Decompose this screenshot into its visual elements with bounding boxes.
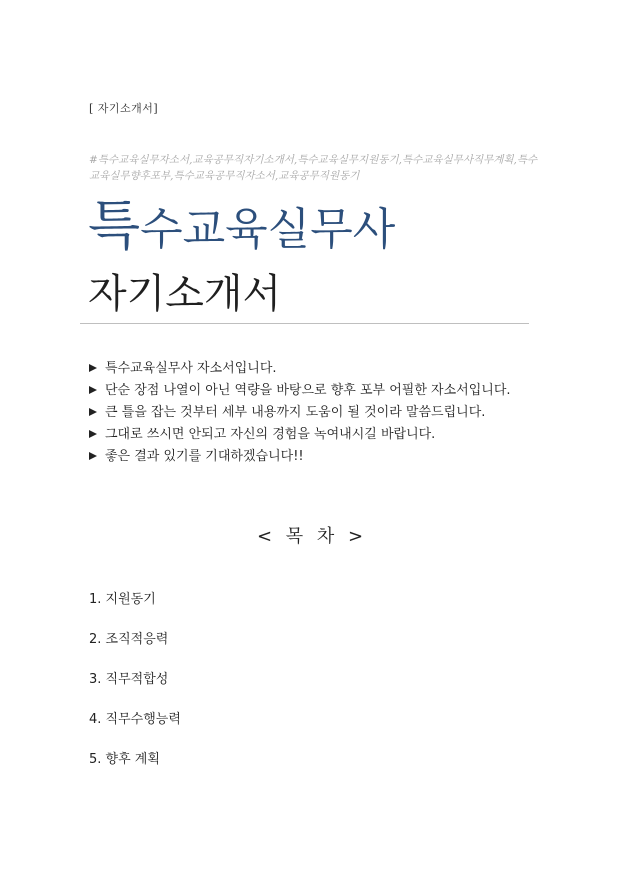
arrow-bullet-icon — [89, 430, 97, 438]
title-first-char: 특 — [88, 194, 141, 257]
toc-item: 5. 향후 계획 — [89, 752, 160, 767]
toc-item: 4. 직무수행능력 — [89, 712, 181, 727]
bullet-item — [89, 402, 511, 424]
toc-item: 3. 직무적합성 — [89, 672, 169, 687]
arrow-bullet-icon — [89, 452, 97, 460]
document-subtitle: 자기소개서 — [88, 271, 282, 317]
arrow-bullet-icon — [89, 386, 97, 394]
toc-item: 2. 조직적응력 — [89, 632, 169, 647]
bullet-item — [89, 380, 511, 402]
toc-item: 1. 지원동기 — [89, 592, 156, 607]
arrow-bullet-icon — [89, 364, 97, 372]
bullet-item — [89, 358, 511, 380]
header-label: [ 자기소개서] — [89, 102, 159, 115]
bullet-text: 그대로 쓰시면 안되고 자신의 경험을 녹여내시길 바랍니다. — [105, 427, 436, 442]
document-title — [88, 196, 395, 260]
keyword-tags: #특수교육실무자소서,교육공무직자기소개서,특수교육실무지원동기,특수교육실무사직무계획,특수교육실무향후포부,특수교육공무직자소서,교육공무직원동기 — [89, 154, 538, 182]
table-of-contents — [89, 590, 181, 790]
title-divider — [80, 323, 529, 324]
title-rest: 수교육실무사 — [140, 204, 396, 255]
bullet-text: 큰 틀을 잡는 것부터 세부 내용까지 도움이 될 것이라 말씀드립니다. — [105, 405, 486, 420]
bullet-text: 특수교육실무사 자소서입니다. — [105, 361, 277, 376]
arrow-bullet-icon — [89, 408, 97, 416]
bullet-text: 좋은 결과 있기를 기대하겠습니다!! — [105, 449, 304, 464]
bullet-item — [89, 446, 511, 468]
intro-bullet-list — [89, 358, 511, 468]
toc-title: < 목 차 > — [256, 526, 368, 547]
bullet-text: 단순 장점 나열이 아닌 역량을 바탕으로 향후 포부 어필한 자소서입니다. — [105, 383, 511, 398]
bullet-item — [89, 424, 511, 446]
